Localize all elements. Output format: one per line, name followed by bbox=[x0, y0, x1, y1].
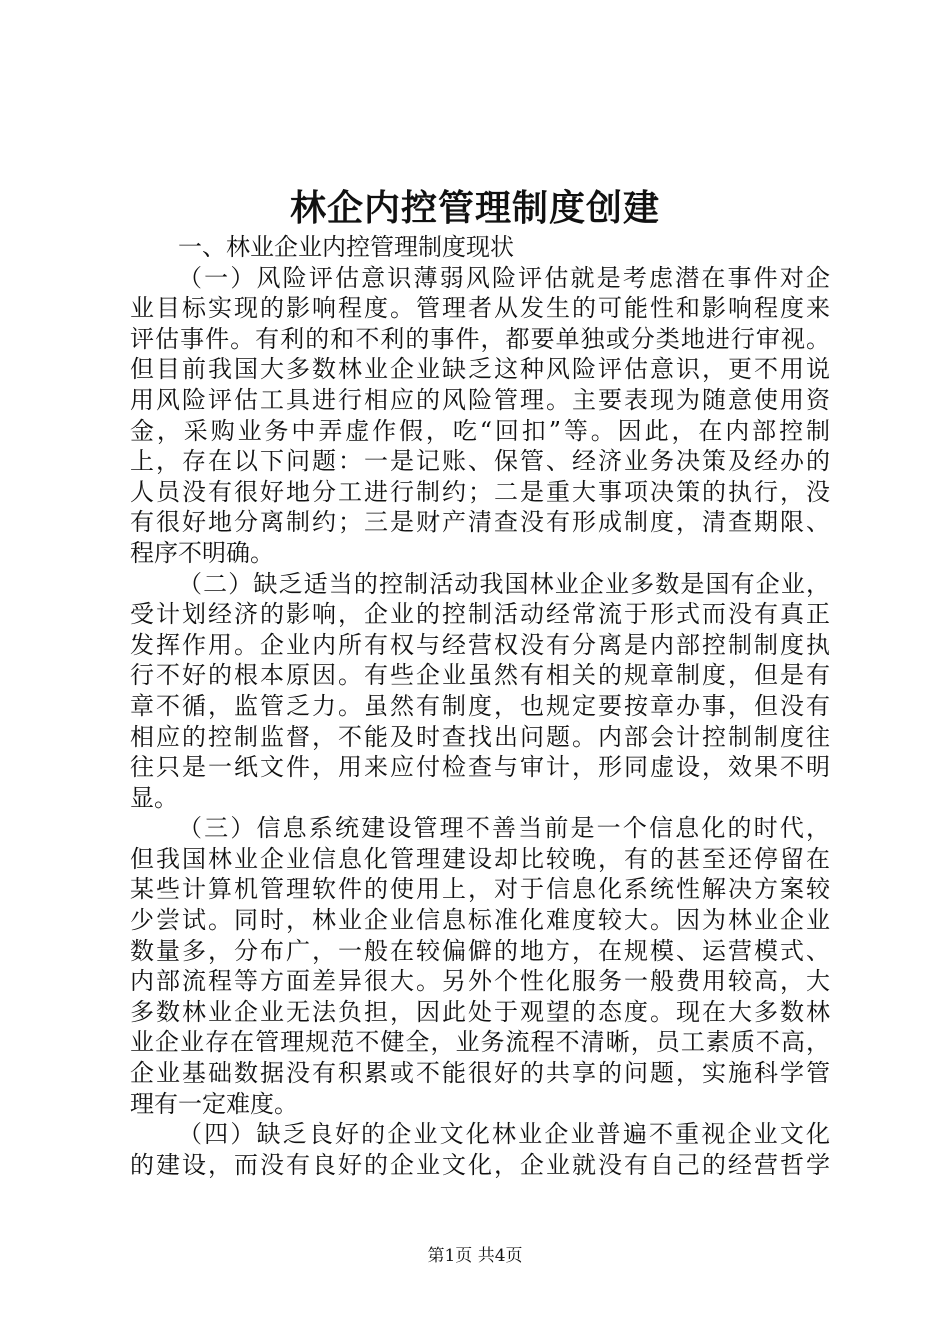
paragraph-2 bbox=[130, 569, 830, 814]
text-line: 行不好的根本原因。有些企业虽然有相关的规章制度，但是有 bbox=[130, 661, 830, 690]
text-line: 但目前我国大多数林业企业缺乏这种风险评估意识，更不用说 bbox=[130, 355, 830, 384]
text-line: 受计划经济的影响，企业的控制活动经常流于形式而没有真正 bbox=[130, 600, 830, 629]
text-line: （二）缺乏适当的控制活动我国林业企业多数是国有企业， bbox=[178, 569, 830, 598]
page-footer: 第1页 共4页 bbox=[427, 1246, 523, 1266]
text-line: 内部流程等方面差异很大。另外个性化服务一般费用较高，大 bbox=[130, 967, 830, 996]
document-body bbox=[130, 232, 830, 1180]
document-title: 林企内控管理制度创建 bbox=[289, 187, 660, 229]
text-line: 有很好地分离制约；三是财产清查没有形成制度，清查期限、 bbox=[130, 508, 830, 537]
text-line: 多数林业企业无法负担，因此处于观望的态度。现在大多数林 bbox=[130, 997, 830, 1026]
text-line: 人员没有很好地分工进行制约；二是重大事项决策的执行，没 bbox=[130, 477, 830, 506]
text-line: 某些计算机管理软件的使用上，对于信息化系统性解决方案较 bbox=[130, 875, 830, 904]
text-line: 程序不明确。 bbox=[130, 538, 274, 567]
section-heading: 一、林业企业内控管理制度现状 bbox=[178, 233, 514, 261]
text-line: 业企业存在管理规范不健全，业务流程不清晰，员工素质不高， bbox=[130, 1028, 830, 1057]
text-line: 往只是一纸文件，用来应付检查与审计，形同虚设，效果不明 bbox=[130, 753, 830, 782]
text-line: 用风险评估工具进行相应的风险管理。主要表现为随意使用资 bbox=[130, 385, 830, 414]
text-line: （三）信息系统建设管理不善当前是一个信息化的时代， bbox=[178, 814, 830, 843]
text-line: 数量多，分布广，一般在较偏僻的地方，在规模、运营模式、 bbox=[130, 936, 830, 965]
text-line: 金，采购业务中弄虚作假，吃“回扣”等。因此，在内部控制 bbox=[130, 416, 830, 445]
paragraph-4 bbox=[130, 1119, 830, 1180]
text-line: 但我国林业企业信息化管理建设却比较晚，有的甚至还停留在 bbox=[130, 844, 830, 873]
text-line: 的建设，而没有良好的企业文化，企业就没有自己的经营哲学 bbox=[130, 1150, 830, 1179]
text-line: 理有一定难度。 bbox=[130, 1089, 298, 1118]
text-line: 显。 bbox=[130, 783, 178, 812]
text-line: 少尝试。同时，林业企业信息标准化难度较大。因为林业企业 bbox=[130, 906, 830, 935]
text-line: 相应的控制监督，不能及时查找出问题。内部会计控制制度往 bbox=[130, 722, 830, 751]
text-line: 企业基础数据没有积累或不能很好的共享的问题，实施科学管 bbox=[130, 1059, 830, 1088]
text-line: 发挥作用。企业内所有权与经营权没有分离是内部控制制度执 bbox=[130, 630, 830, 659]
text-line: 章不循，监管乏力。虽然有制度，也规定要按章办事，但没有 bbox=[130, 691, 830, 720]
text-line: 评估事件。有利的和不利的事件，都要单独或分类地进行审视。 bbox=[130, 324, 830, 353]
text-line: 业目标实现的影响程度。管理者从发生的可能性和影响程度来 bbox=[130, 294, 830, 323]
text-line: （一）风险评估意识薄弱风险评估就是考虑潜在事件对企 bbox=[178, 263, 830, 292]
text-line: 上，存在以下问题：一是记账、保管、经济业务决策及经办的 bbox=[130, 447, 830, 476]
text-line: （四）缺乏良好的企业文化林业企业普遍不重视企业文化 bbox=[178, 1120, 830, 1149]
paragraph-1 bbox=[130, 263, 830, 569]
paragraph-3 bbox=[130, 813, 830, 1119]
